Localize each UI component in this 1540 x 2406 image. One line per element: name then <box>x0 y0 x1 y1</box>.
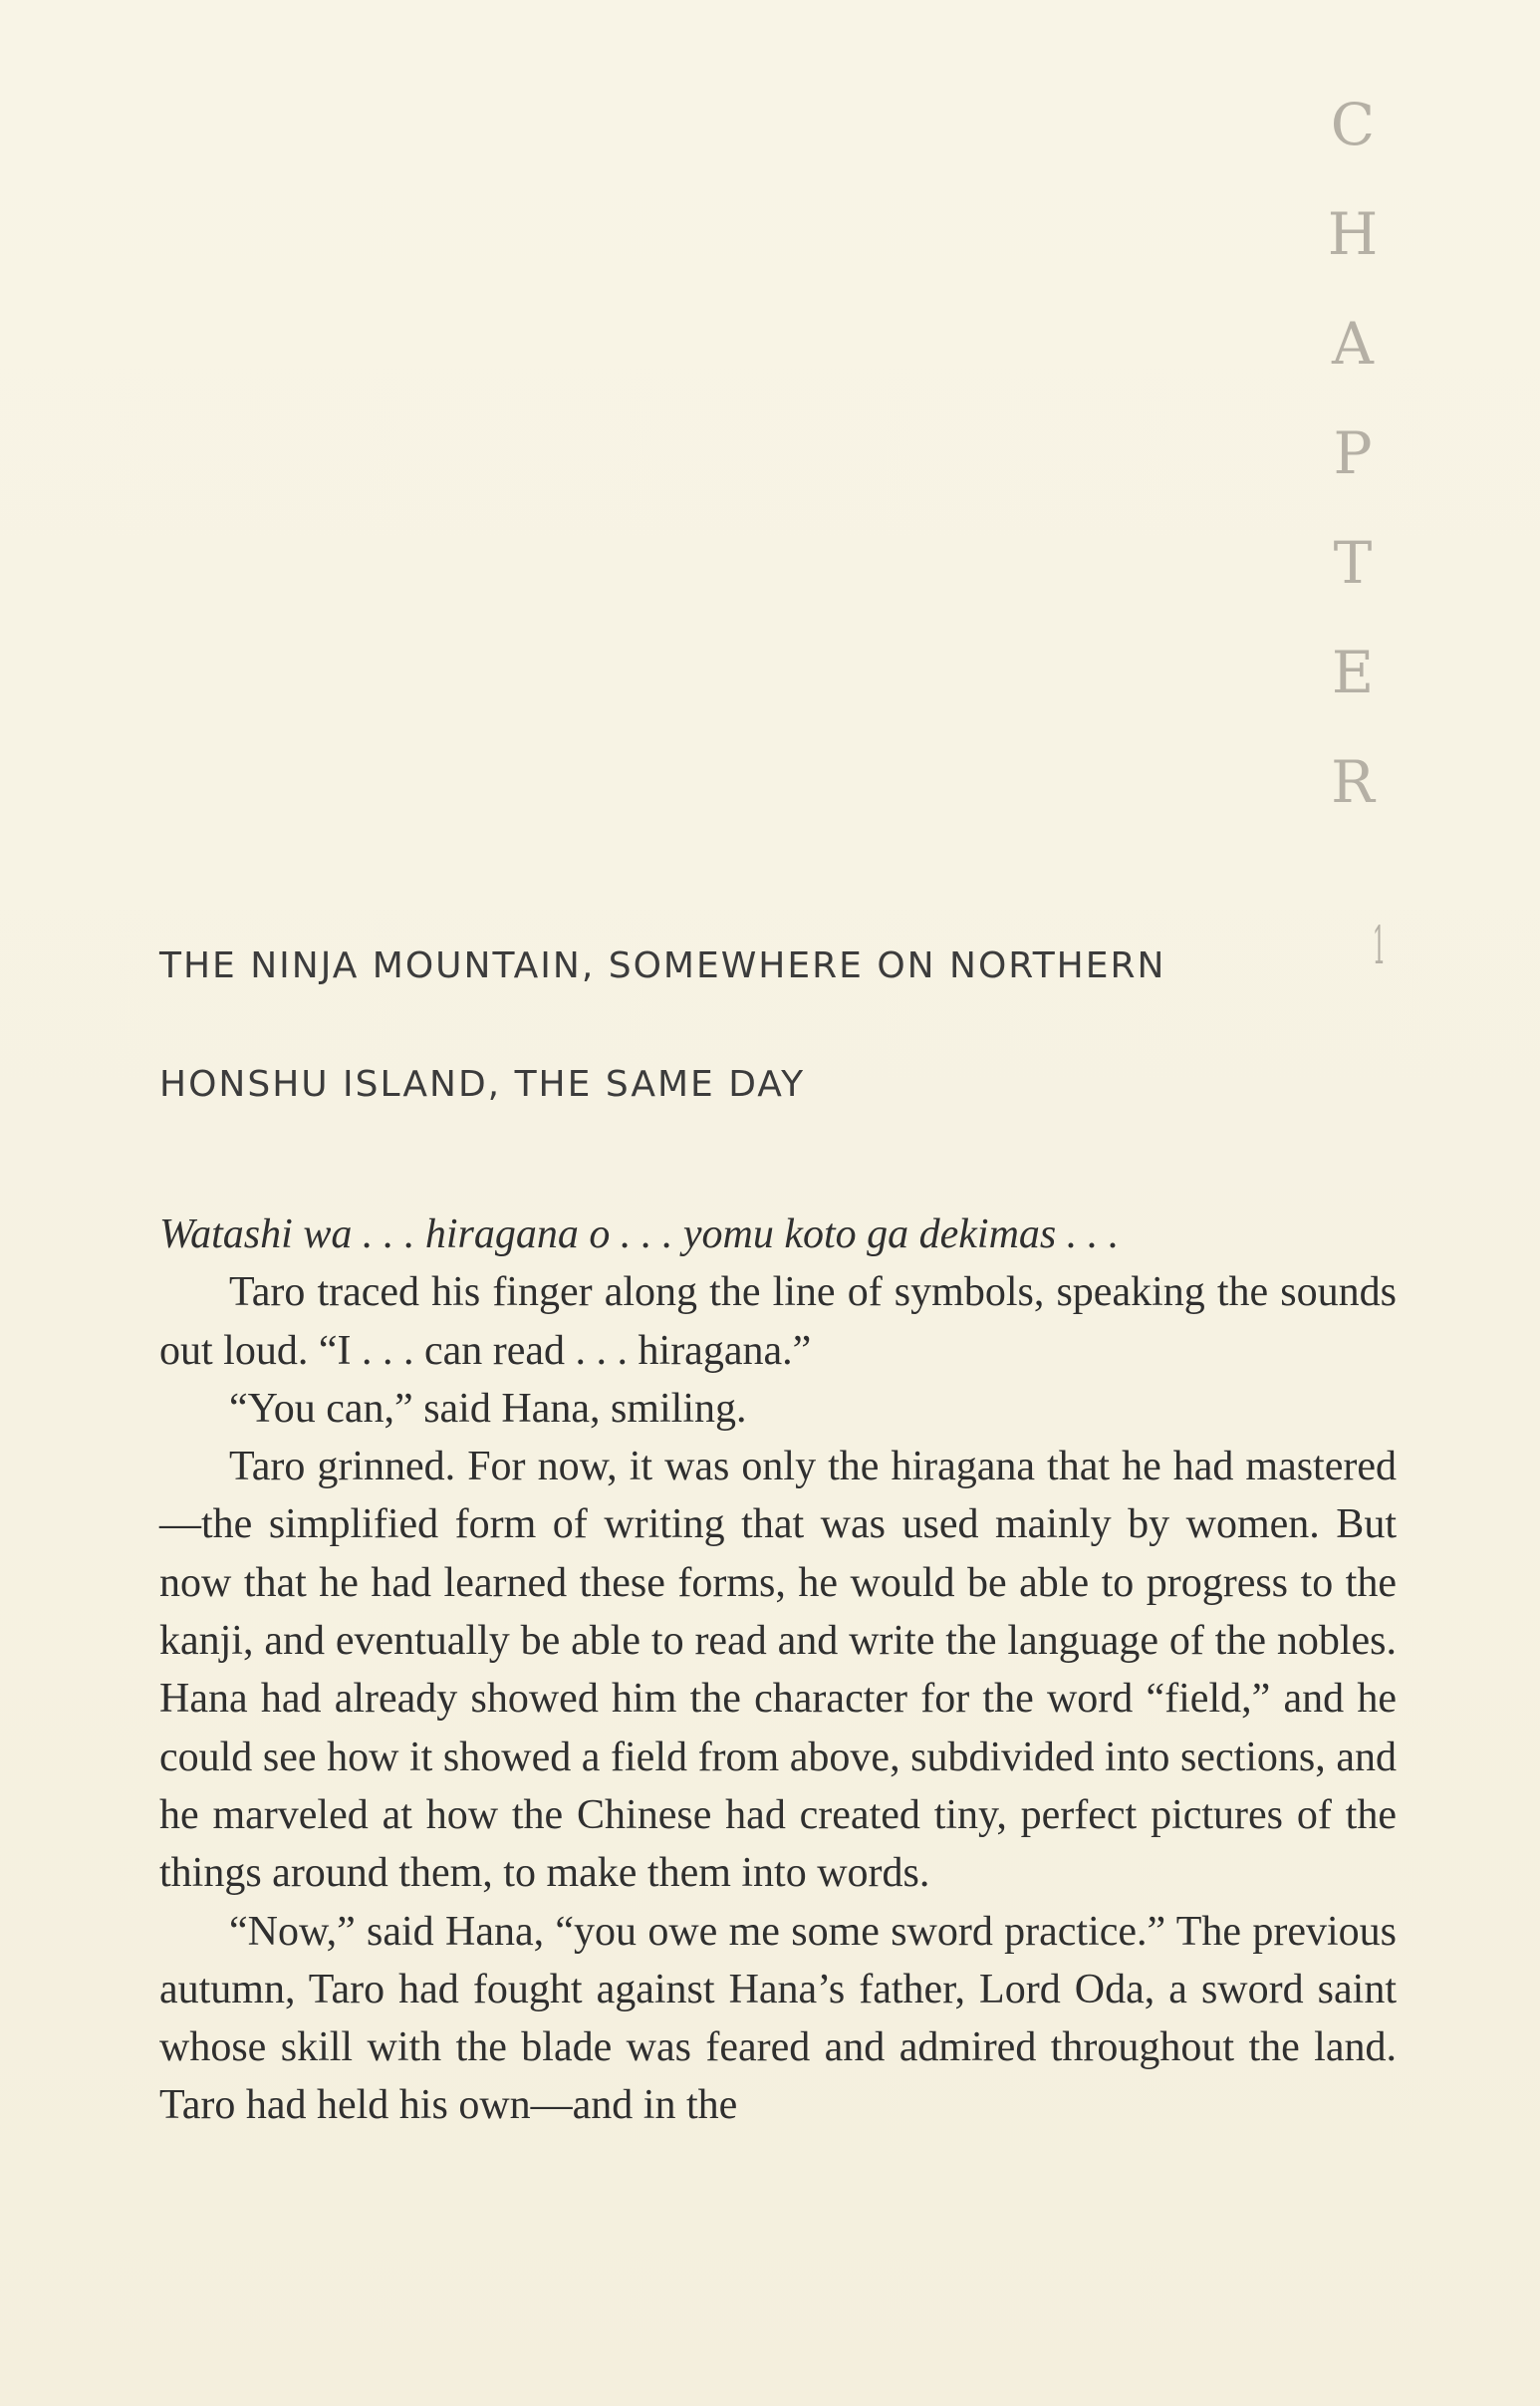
chapter-letter: A <box>1332 310 1374 378</box>
chapter-number: 1 <box>1372 917 1387 976</box>
location-heading <box>159 940 1355 1178</box>
italic-japanese-text: Watashi wa . . . hiragana o . . . yomu koto ga dekimas . . . <box>159 1211 1120 1257</box>
chapter-heading-vertical <box>1313 70 1393 837</box>
paragraph: Taro traced his finger along the line of symbols, speaking the sounds out loud. “I . . . can read . . . hiragana.” <box>159 1269 1397 1374</box>
opening-paragraph <box>159 1205 1397 1263</box>
chapter-letter: H <box>1327 200 1379 268</box>
chapter-letter: C <box>1330 91 1376 158</box>
paragraph: “Now,” said Hana, “you owe me some sword practice.” The previous autumn, Taro had fought against Hana’s father, Lord Oda, a sword saint whose skill with the blade was feared and admired throughout the land. Taro had held his own—and in the <box>159 1908 1397 2129</box>
chapter-letter: P <box>1333 419 1373 487</box>
chapter-body <box>159 1205 1397 2135</box>
chapter-letter: T <box>1333 529 1373 597</box>
chapter-letter: E <box>1331 639 1375 706</box>
location-line-1: THE NINJA MOUNTAIN, SOMEWHERE ON NORTHERN <box>159 945 1166 986</box>
paragraph: Taro grinned. For now, it was only the hiragana that he had mastered—the simplified form of writing that was used mainly by women. But now that he had learned these forms, he would be able to progress to the kanji, and eventually be able to read and write the language of the nobles. Hana had already showed him the character for the word “field,” and he could see how it showed a field from above, subdivided into sections, and he marveled at how the Chinese had created tiny, perfect pictures of the things around them, to make them into words. <box>159 1444 1397 1897</box>
location-line-2: HONSHU ISLAND, THE SAME DAY <box>159 1064 806 1105</box>
chapter-letter: R <box>1331 748 1375 816</box>
paragraph: “You can,” said Hana, smiling. <box>229 1385 747 1432</box>
